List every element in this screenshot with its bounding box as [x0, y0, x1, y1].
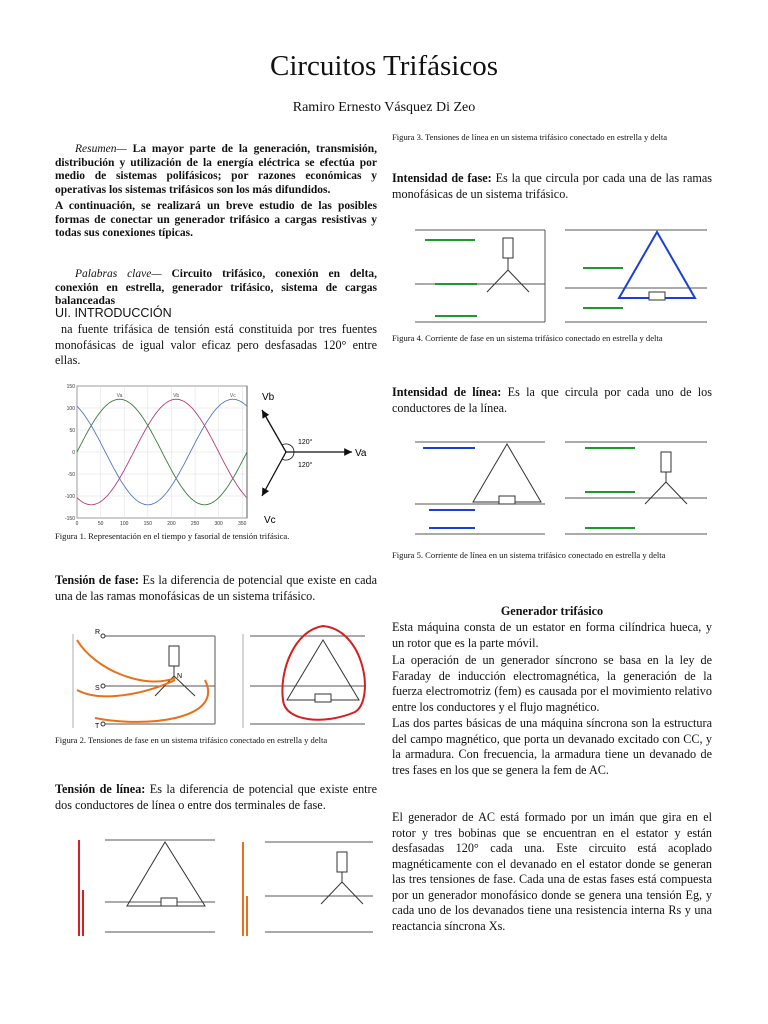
generador-paragraph-4: El generador de AC está formado por un imán que gira en el rotor y tres bobinas que se encuentran en el estator y están desfasadas 120° cada una. Este circuito está acoplado magnéticamente con el devanado en el estator donde se generan las tres tensiones de fase. Cada una de estas fases está compuesta por un generador monofásico donde se genera una tensión Eg, y cada uno de los devanados tiene una resistencia interna Rs y una reactancia síncrona Xs. — [392, 810, 712, 933]
x-tick-label: 0 — [75, 521, 79, 527]
figure-3 — [65, 828, 377, 940]
figure-4 — [395, 218, 710, 330]
generador-paragraph-1: Esta máquina consta de un estator en forma cilíndrica hueca, y un rotor que es la parte móvil. — [392, 620, 712, 650]
figure-5 — [395, 430, 710, 542]
y-tick-label: -50 — [67, 472, 75, 478]
tension-fase-text: Es la diferencia de potencial que existe en cada una de las ramas monofásicas de un sistema trifásico. — [55, 573, 377, 603]
tension-fase-paragraph — [55, 573, 377, 604]
waveform-plot — [55, 380, 255, 528]
intensidad-fase-text: Es la que circula por cada una de las ramas monofásicas de un sistema trifásico. — [392, 171, 712, 201]
abstract — [55, 143, 377, 197]
fig3-star-circuit — [243, 842, 373, 936]
keywords-label: Palabras clave— — [75, 268, 162, 280]
x-tick-label: 50 — [97, 521, 104, 527]
y-tick-label: 150 — [66, 384, 75, 390]
y-tick-label: 50 — [69, 428, 75, 434]
fig3-delta-circuit — [79, 840, 215, 936]
x-tick-label: 300 — [214, 521, 223, 527]
node-r: R — [95, 629, 101, 636]
fig4-star-circuit — [415, 230, 545, 322]
intensidad-linea-text: Es la que circula por cada uno de los conductores de la línea. — [392, 385, 713, 415]
tension-linea-paragraph — [55, 782, 377, 813]
fig2-star-circuit — [73, 629, 215, 730]
figure-5-circuits — [395, 430, 710, 542]
x-tick-label: 350 — [238, 521, 247, 527]
fig2-delta-circuit — [243, 626, 365, 728]
intensidad-linea-label: Intensidad de línea: — [392, 385, 502, 399]
intensidad-fase-paragraph — [392, 171, 712, 202]
figure-2-circuits — [65, 620, 370, 732]
generador-paragraph-2: La operación de un generador síncrono se basa en la ley de Faraday de inducción electromagnética, la generación de la fuerza electromotriz (fem) es causada por el movimiento relativo entre los conductores y el flujo magnético. — [392, 653, 712, 714]
intensidad-linea-paragraph — [392, 385, 712, 416]
keywords-text: Circuito trifásico, conexión en delta, conexión en estrella, generador trifásico, sistema de cargas balanceadas — [55, 268, 378, 307]
figure-2 — [65, 620, 370, 732]
fig4-delta-circuit — [565, 230, 707, 322]
node-s: S — [95, 685, 100, 692]
figure-1 — [55, 380, 377, 528]
abstract-continuation: A continuación, se realizará un breve estudio de las posibles formas de conectar un generador trifásico a cargas resistivas y todas sus conexiones típicas. — [55, 200, 377, 239]
series-label: Vb — [173, 393, 180, 400]
y-tick-label: 100 — [66, 406, 75, 412]
y-tick-label: 0 — [72, 450, 75, 456]
node-n: N — [177, 673, 183, 680]
tension-fase-label: Tensión de fase: — [55, 573, 139, 587]
figure-3-caption: Figura 3. Tensiones de línea en un sistema trifásico conectado en estrella y delta — [392, 132, 668, 142]
fig5-delta-circuit — [415, 442, 545, 534]
generador-paragraph-3: Las dos partes básicas de una máquina síncrona son la estructura del campo magnético, que porta un devanado excitado con CC, y la armadura. Con frecuencia, la armadura tiene un devanado de tres fases en los que se genera la fem de AC. — [392, 716, 712, 777]
x-tick-label: 250 — [190, 521, 200, 527]
section-heading-intro: UI. INTRODUCCIÓN — [55, 306, 172, 320]
tension-linea-text: Es la diferencia de potencial que existe entre dos conductores de línea o entre dos terminales de fase. — [55, 782, 378, 812]
label-angle-2: 120° — [298, 462, 313, 469]
series-label: Vc — [229, 393, 236, 400]
figure-1-caption: Figura 1. Representación en el tiempo y fasorial de tensión trifásica. — [55, 531, 290, 541]
x-tick-label: 200 — [167, 521, 176, 527]
keywords — [55, 268, 377, 309]
phasor-vb — [262, 410, 286, 452]
fig5-star-circuit — [565, 442, 707, 534]
x-tick-label: 150 — [143, 521, 153, 527]
section-heading-generador: Generador trifásico — [500, 604, 604, 618]
intro-text: na fuente trifásica de tensión está constituida por tres fuentes monofásicas de igual valor eficaz pero desfasadas 120° entre ellas. — [55, 322, 377, 367]
figure-3-circuits — [65, 828, 377, 940]
figure-2-caption: Figura 2. Tensiones de fase en un sistema trifásico conectado en estrella y delta — [55, 735, 328, 745]
figure-4-caption: Figura 4. Corriente de fase en un sistema trifásico conectado en estrella y delta — [392, 333, 663, 343]
label-vc: Vc — [264, 515, 276, 526]
x-tick-label: 100 — [120, 521, 129, 527]
author-name: Ramiro Ernesto Vásquez Di Zeo — [292, 100, 476, 115]
abstract-text-1: La mayor parte de la generación, transmisión, distribución y utilización de la energía eléctrica se efectúa por medio de sistemas polifásicos; por razones económicas y operativas los sistemas trifásicos son los más difundidos. — [55, 143, 378, 196]
label-angle-1: 120° — [298, 439, 313, 446]
abstract-label: Resumen— — [75, 143, 127, 155]
phasor-vc — [262, 452, 286, 496]
label-vb: Vb — [262, 392, 275, 403]
y-tick-label: -100 — [64, 494, 75, 500]
page-title: Circuitos Trifásicos — [270, 50, 498, 82]
node-t: T — [95, 723, 100, 730]
label-va: Va — [355, 448, 367, 459]
y-tick-label: -150 — [64, 516, 75, 522]
phasor-diagram — [260, 380, 370, 528]
intensidad-fase-label: Intensidad de fase: — [392, 171, 492, 185]
series-label: Va — [116, 393, 123, 400]
tension-linea-label: Tensión de línea: — [55, 782, 146, 796]
figure-5-caption: Figura 5. Corriente de línea en un sistema trifásico conectado en estrella y delta — [392, 550, 666, 560]
figure-4-circuits — [395, 218, 710, 330]
